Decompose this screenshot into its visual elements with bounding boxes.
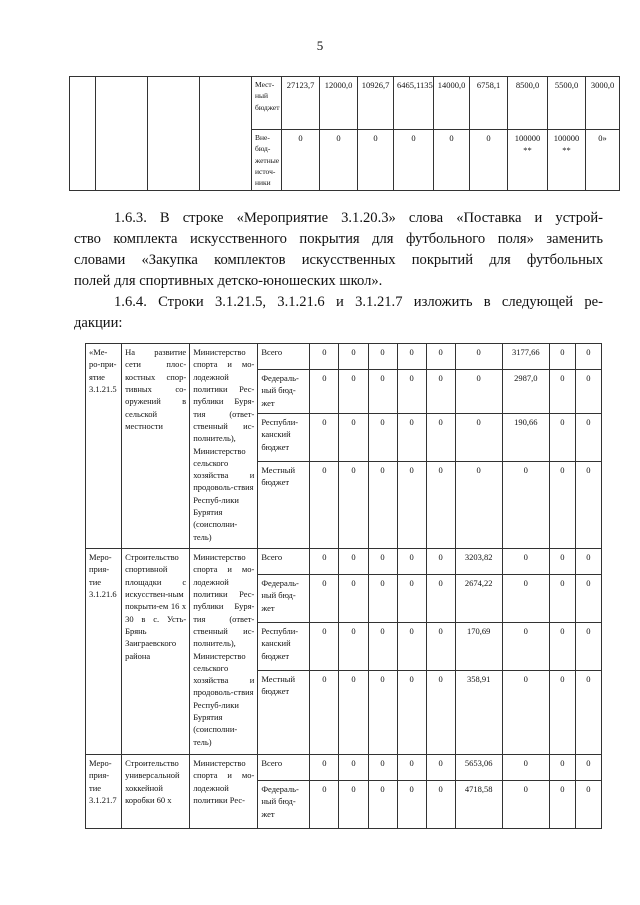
value-cell: 0 <box>397 370 426 414</box>
source-cell: Вне-бюд-жетные источ-ники <box>252 130 282 191</box>
value-cell: 0 <box>339 344 368 370</box>
value-cell: 0 <box>339 549 368 575</box>
value-cell: 0 <box>502 623 549 671</box>
value-cell: 0 <box>339 755 368 781</box>
value-cell: 27123,7 <box>282 77 320 130</box>
value-cell: 0 <box>575 549 601 575</box>
value-cell: 0 <box>549 575 575 623</box>
source-cell: Всего <box>258 755 310 781</box>
value-cell: 0 <box>368 462 397 549</box>
source-cell: Мест-ный бюджет <box>252 77 282 130</box>
value-cell: 2987,0 <box>502 370 549 414</box>
value-cell: 0 <box>368 414 397 462</box>
value-cell: 0 <box>575 414 601 462</box>
source-cell: Федераль-ный бюд-жет <box>258 575 310 623</box>
value-cell: 0 <box>575 623 601 671</box>
value-cell: 0 <box>320 130 358 191</box>
value-cell: 0 <box>397 623 426 671</box>
value-cell: 5653,06 <box>455 755 502 781</box>
value-cell: 0 <box>426 671 455 755</box>
value-cell: 0 <box>339 623 368 671</box>
value-cell: 6465,1135 <box>394 77 434 130</box>
value-cell: 0 <box>397 671 426 755</box>
value-cell: 0 <box>575 462 601 549</box>
table-row <box>86 344 602 370</box>
source-cell: Федераль-ный бюд-жет <box>258 370 310 414</box>
value-cell: 0 <box>394 130 434 191</box>
value-cell: 0 <box>549 414 575 462</box>
value-cell: 10926,7 <box>358 77 394 130</box>
value-cell: 0 <box>310 575 339 623</box>
value-cell: 0 <box>368 575 397 623</box>
value-cell: 12000,0 <box>320 77 358 130</box>
value-cell: 0 <box>310 781 339 829</box>
value-cell: 0 <box>575 344 601 370</box>
source-cell: Местный бюджет <box>258 671 310 755</box>
value-cell: 0 <box>549 781 575 829</box>
value-cell: 0» <box>586 130 620 191</box>
empty-cell <box>200 77 252 191</box>
value-cell: 0 <box>310 671 339 755</box>
value-cell: 2674,22 <box>455 575 502 623</box>
empty-cell <box>96 77 148 191</box>
table-row <box>86 755 602 781</box>
value-cell: 0 <box>549 755 575 781</box>
value-cell: 0 <box>397 462 426 549</box>
value-cell: 0 <box>426 575 455 623</box>
value-cell: 0 <box>455 414 502 462</box>
value-cell: 3203,82 <box>455 549 502 575</box>
value-cell: 0 <box>397 781 426 829</box>
value-cell: 0 <box>502 671 549 755</box>
value-cell: 0 <box>426 623 455 671</box>
value-cell: 0 <box>397 755 426 781</box>
measure-executor-cell: Министерство спорта и мо-лодежной политики Рес-публики Буря-тия (ответ-ственный ис-полнитель), Министерство сельского хозяйства и продоволь-ствия Респуб-лики Бурятия (соисполни-тель) <box>190 549 258 755</box>
text-line: словами «Закупка комплектов искусственных покрытий для футбольных <box>74 252 603 268</box>
value-cell: 0 <box>549 549 575 575</box>
value-cell: 0 <box>575 671 601 755</box>
measure-code-cell: Меро-прия-тие 3.1.21.7 <box>86 755 122 829</box>
value-cell: 0 <box>549 462 575 549</box>
budget-table-top <box>69 76 620 191</box>
value-cell: 0 <box>310 549 339 575</box>
value-cell: 0 <box>549 370 575 414</box>
value-cell: 0 <box>575 755 601 781</box>
value-cell: 170,69 <box>455 623 502 671</box>
text-line: 1.6.4. Строки 3.1.21.5, 3.1.21.6 и 3.1.21.7 изложить в следующей ре- <box>114 294 603 310</box>
page-number: 5 <box>316 38 324 53</box>
value-cell: 190,66 <box>502 414 549 462</box>
source-cell: Всего <box>258 344 310 370</box>
text-line: 1.6.3. В строке «Мероприятие 3.1.20.3» слова «Поставка и устрой- <box>114 210 603 226</box>
value-cell: 0 <box>368 781 397 829</box>
measure-executor-cell: Министерство спорта и мо-лодежной политики Рес-публики Буря-тия (ответ-ственный ис-полнитель), Министерство сельского хозяйства и продоволь-ствия Респуб-лики Бурятия (соисполни-тель) <box>190 344 258 549</box>
value-cell: 0 <box>397 575 426 623</box>
value-cell: 0 <box>310 462 339 549</box>
value-cell: 0 <box>455 370 502 414</box>
source-cell: Всего <box>258 549 310 575</box>
source-cell: Республи-канский бюджет <box>258 414 310 462</box>
measure-name-cell: Строительство спортивной площадки с искусствен-ным покрыти-ем 16 х 30 в с. Усть-Брянь Заиграевского района <box>122 549 190 755</box>
measure-code-cell: Меро-прия-тие 3.1.21.6 <box>86 549 122 755</box>
value-cell: 8500,0 <box>508 77 548 130</box>
value-cell: 0 <box>434 130 470 191</box>
value-cell: 0 <box>339 414 368 462</box>
source-cell: Федераль-ный бюд-жет <box>258 781 310 829</box>
value-cell: 4718,58 <box>455 781 502 829</box>
value-cell: 0 <box>339 370 368 414</box>
value-cell: 0 <box>339 781 368 829</box>
value-cell: 100000 ** <box>548 130 586 191</box>
value-cell: 0 <box>426 344 455 370</box>
value-cell: 0 <box>426 462 455 549</box>
measure-name-cell: Строительство универсальной хоккейной коробки 60 х <box>122 755 190 829</box>
value-cell: 0 <box>575 370 601 414</box>
value-cell: 5500,0 <box>548 77 586 130</box>
text-line: ство комплекта искусственного покрытия для футбольного поля» заменить <box>74 231 603 247</box>
value-cell: 0 <box>368 755 397 781</box>
value-cell: 0 <box>426 781 455 829</box>
value-cell: 100000 ** <box>508 130 548 191</box>
value-cell: 0 <box>426 370 455 414</box>
paragraph-1-6-4 <box>74 292 603 334</box>
value-cell: 0 <box>339 671 368 755</box>
source-cell: Местный бюджет <box>258 462 310 549</box>
value-cell: 0 <box>368 623 397 671</box>
value-cell: 0 <box>368 370 397 414</box>
value-cell: 0 <box>575 575 601 623</box>
empty-cell <box>148 77 200 191</box>
source-cell: Республи-канский бюджет <box>258 623 310 671</box>
value-cell: 0 <box>368 344 397 370</box>
value-cell: 0 <box>310 755 339 781</box>
value-cell: 0 <box>426 755 455 781</box>
value-cell: 0 <box>368 671 397 755</box>
value-cell: 0 <box>397 344 426 370</box>
value-cell: 3000,0 <box>586 77 620 130</box>
value-cell: 0 <box>455 344 502 370</box>
value-cell: 358,91 <box>455 671 502 755</box>
value-cell: 0 <box>426 414 455 462</box>
value-cell: 0 <box>310 414 339 462</box>
measures-table <box>85 343 602 829</box>
paragraph-1-6-3 <box>74 208 603 292</box>
value-cell: 0 <box>470 130 508 191</box>
text-line: полей для спортивных детско-юношеских школ». <box>74 273 383 289</box>
value-cell: 0 <box>502 575 549 623</box>
value-cell: 0 <box>310 370 339 414</box>
table-row <box>86 549 602 575</box>
empty-cell <box>70 77 96 191</box>
value-cell: 0 <box>310 623 339 671</box>
value-cell: 0 <box>502 462 549 549</box>
value-cell: 0 <box>339 575 368 623</box>
value-cell: 0 <box>549 623 575 671</box>
measure-code-cell: «Ме-ро-при-ятие 3.1.21.5 <box>86 344 122 549</box>
value-cell: 0 <box>368 549 397 575</box>
value-cell: 0 <box>282 130 320 191</box>
value-cell: 0 <box>397 414 426 462</box>
value-cell: 0 <box>549 344 575 370</box>
measure-name-cell: На развитие сети плос-костных спор-тивных со-оружений в сельской местности <box>122 344 190 549</box>
value-cell: 0 <box>549 671 575 755</box>
value-cell: 0 <box>426 549 455 575</box>
value-cell: 3177,66 <box>502 344 549 370</box>
value-cell: 0 <box>358 130 394 191</box>
value-cell: 0 <box>339 462 368 549</box>
value-cell: 6758,1 <box>470 77 508 130</box>
value-cell: 0 <box>502 549 549 575</box>
text-line: дакции: <box>74 315 123 331</box>
value-cell: 14000,0 <box>434 77 470 130</box>
value-cell: 0 <box>502 755 549 781</box>
value-cell: 0 <box>575 781 601 829</box>
value-cell: 0 <box>397 549 426 575</box>
value-cell: 0 <box>502 781 549 829</box>
value-cell: 0 <box>310 344 339 370</box>
value-cell: 0 <box>455 462 502 549</box>
table-row <box>70 77 620 130</box>
measure-executor-cell: Министерство спорта и мо-лодежной политики Рес- <box>190 755 258 829</box>
